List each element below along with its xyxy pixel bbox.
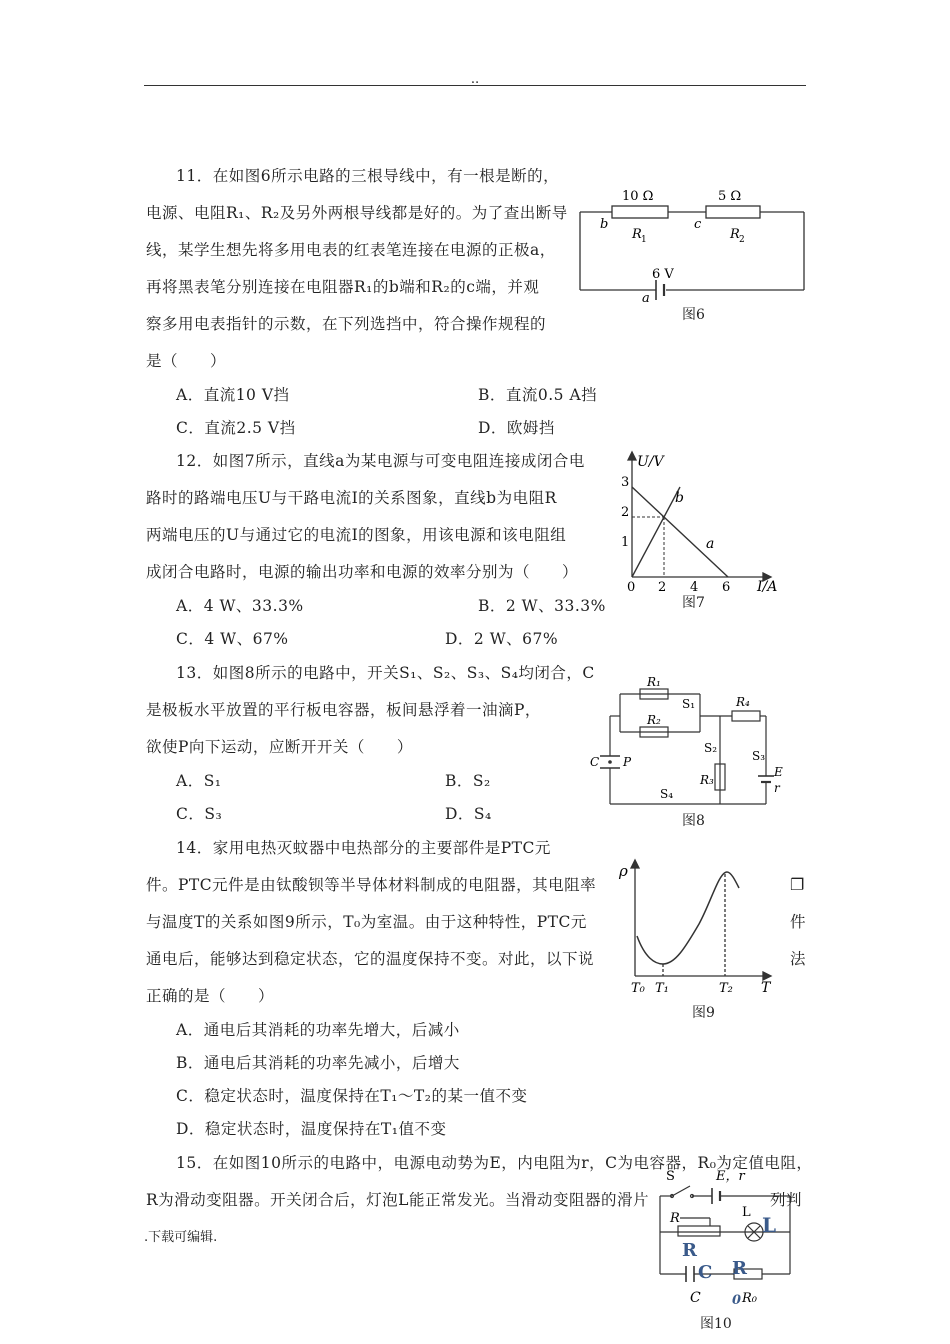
figure-9-caption: 图9 <box>692 1005 715 1021</box>
node-a: a <box>642 291 650 306</box>
x-tick-2: 2 <box>658 580 667 595</box>
s4-label: S₄ <box>660 787 674 801</box>
emf-label: E，r <box>716 1169 745 1184</box>
q14-line: 正确的是（ ） <box>146 987 275 1005</box>
figure-6-caption: 图6 <box>682 307 705 323</box>
q14-line: 件。PTC元件是由钛酸钡等半导体材料制成的电阻器，其电阻率 <box>146 876 597 894</box>
q14-option-d: D．稳定状态时，温度保持在T₁值不变 <box>176 1120 447 1138</box>
q12-line: 两端电压的U与通过它的电流I的图象，用该电源和该电阻组 <box>146 526 567 544</box>
q11-line: 是（ ） <box>146 352 227 370</box>
q11-option-a: A．直流10 V挡 <box>176 386 290 404</box>
r1-label: R₁ <box>647 675 661 689</box>
q13-line: 欲使P向下运动，应断开开关（ ） <box>146 738 413 756</box>
q11-line: 察多用电表指针的示数，在下列选挡中，符合操作规程的 <box>146 315 547 333</box>
q11-line: 线，某学生想先将多用电表的红表笔连接在电源的正极a， <box>146 241 556 259</box>
watermark-l: L <box>762 1213 777 1237</box>
s2-label: S₂ <box>704 741 718 755</box>
header-rule <box>144 85 806 86</box>
q14-line: 通电后，能够达到稳定状态，它的温度保持不变。对此，以下说 <box>146 950 595 968</box>
x-axis-label: I/A <box>757 579 778 595</box>
page-footer: .下载可编辑. <box>144 1230 218 1245</box>
q13-option-b: B．S₂ <box>445 772 491 790</box>
x-tick-0: 0 <box>627 580 636 595</box>
q14-option-b: B．通电后其消耗的功率先减小，后增大 <box>176 1054 460 1072</box>
watermark-c: C <box>698 1262 713 1283</box>
r2-sub: 2 <box>739 235 745 245</box>
drop-label: P <box>623 755 632 769</box>
battery-voltage: 6 V <box>652 267 674 282</box>
q13-option-a: A．S₁ <box>176 772 222 790</box>
r0-label: R₀ <box>742 1291 757 1306</box>
q12-option-c: C．4 W、67% <box>176 630 289 648</box>
node-b: b <box>600 217 609 232</box>
q11-line: 再将黑表笔分别连接在电阻器R₁的b端和R₂的c端，并观 <box>146 278 540 296</box>
q14-line: 与温度T的关系如图9所示，T₀为室温。由于这种特性，PTC元 <box>146 913 587 931</box>
rho-label: ρ <box>619 862 628 880</box>
y-tick-3: 3 <box>621 475 630 490</box>
figure-7-caption: 图7 <box>682 595 705 611</box>
page-header: .. <box>470 72 480 87</box>
r1-sub: 1 <box>641 235 647 245</box>
q14-side-text: 件 <box>790 913 807 931</box>
q11-line: 电源、电阻R₁、R₂及另外两根导线都是好的。为了查出断导 <box>146 204 568 222</box>
r1-label: R <box>632 227 642 242</box>
s3-label: S₃ <box>752 749 766 763</box>
q12-option-b: B．2 W、33.3% <box>478 597 606 615</box>
y-axis-arrow <box>628 452 636 460</box>
rheostat-label: R <box>670 1211 680 1226</box>
q14-option-a: A．通电后其消耗的功率先增大，后减小 <box>176 1021 460 1039</box>
rho-t-curve <box>637 872 739 964</box>
figure-10-caption: 图10 <box>700 1316 732 1332</box>
line-b-label: b <box>675 490 684 506</box>
y-tick-1: 1 <box>621 535 630 550</box>
q14-line: 14．家用电热灭蚊器中电热部分的主要部件是PTC元 <box>176 839 551 857</box>
q11-option-c: C．直流2.5 V挡 <box>176 419 296 437</box>
r1-value: 10 Ω <box>622 189 654 204</box>
q13-line: 是极板水平放置的平行板电容器，板间悬浮着一油滴P， <box>146 701 541 719</box>
q15-line: 15．在如图10所示的电路中，电源电动势为E，内电阻为r，C为电容器，R₀为定值电阻， <box>176 1154 813 1172</box>
figure-8-caption: 图8 <box>682 813 705 829</box>
q13-option-c: C．S₃ <box>176 805 223 823</box>
t0-label: T₀ <box>631 981 645 996</box>
q11-option-b: B．直流0.5 A挡 <box>478 386 598 404</box>
q13-line: 13．如图8所示的电路中，开关S₁、S₂、S₃、S₄均闭合，C <box>176 664 595 682</box>
figure-9-graph <box>615 858 785 998</box>
capacitor-label: C <box>590 755 600 769</box>
s1-label: S₁ <box>682 697 696 711</box>
watermark-0: 0 <box>732 1293 742 1308</box>
t2-label: T₂ <box>719 981 733 996</box>
q14-option-c: C．稳定状态时，温度保持在T₁～T₂的某一值不变 <box>176 1087 528 1105</box>
series-line-b <box>632 487 680 577</box>
node-c: c <box>694 217 702 232</box>
internal-r-label: r <box>774 781 780 795</box>
q11-option-d: D．欧姆挡 <box>478 419 555 437</box>
t1-label: T₁ <box>655 981 669 996</box>
q12-line: 12．如图7所示，直线a为某电源与可变电阻连接成闭合电 <box>176 452 585 470</box>
q12-option-d: D．2 W、67% <box>445 630 559 648</box>
r2-label: R₂ <box>647 713 661 727</box>
y-tick-2: 2 <box>621 505 630 520</box>
r2-label: R <box>730 227 740 242</box>
q15-line: R为滑动变阻器。开关闭合后，灯泡L能正常发光。当滑动变阻器的滑片 <box>146 1191 649 1209</box>
q14-side-text: 法 <box>790 950 807 968</box>
y-axis-label: U/V <box>637 454 664 470</box>
figure-10-circuit <box>650 1160 810 1310</box>
figure-7-chart <box>615 450 785 595</box>
switch-label: S <box>666 1169 675 1184</box>
capacitor-label: C <box>690 1290 701 1306</box>
x-tick-4: 4 <box>690 580 699 595</box>
q14-side-mark: ❐ <box>790 875 805 894</box>
r3-label: R₃ <box>700 773 714 787</box>
r2-value: 5 Ω <box>718 189 742 204</box>
q12-line: 路时的路端电压U与干路电流I的关系图象，直线b为电阻R <box>146 489 557 507</box>
watermark-r2: R <box>732 1258 747 1279</box>
q12-option-a: A．4 W、33.3% <box>176 597 304 615</box>
q11-line: 11．在如图6所示电路的三根导线中，有一根是断的， <box>176 167 560 185</box>
emf-label: E <box>774 765 783 779</box>
q15-tail: 列判 <box>770 1191 803 1209</box>
x-tick-6: 6 <box>722 580 731 595</box>
figure-8-circuit <box>590 672 790 812</box>
t-label: T <box>761 980 771 996</box>
line-a-label: a <box>706 536 715 552</box>
q12-line: 成闭合电路时，电源的输出功率和电源的效率分别为（ ） <box>146 563 579 581</box>
watermark-r: R <box>682 1240 697 1261</box>
lamp-label: L <box>742 1205 751 1220</box>
r4-label: R₄ <box>736 695 750 709</box>
q13-option-d: D．S₄ <box>445 805 492 823</box>
